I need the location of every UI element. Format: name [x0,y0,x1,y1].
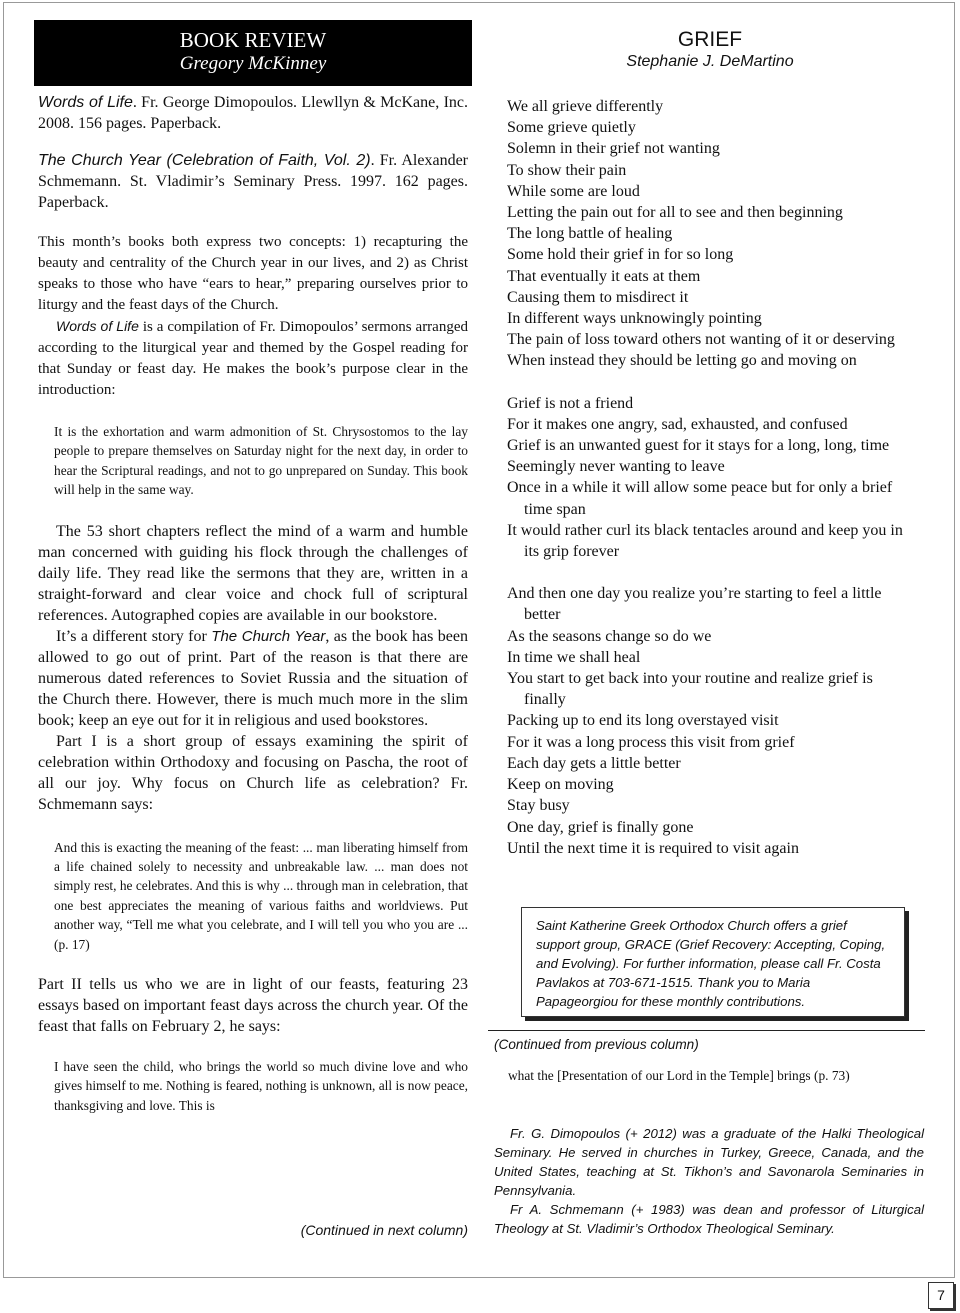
poem-line: Causing them to misdirect it [507,288,689,306]
review-paragraph: Part I is a short group of essays examining the spirit of celebration within Orthodoxy and focusing on Pascha, the root of all our joy. Why focus on Church life as celebration? Fr. Schmemann says: [38,732,468,813]
book-review-column [38,20,468,1115]
poem-line: Once in a while it will allow some peace but for only a brief time span [507,479,893,518]
block-quote: It is the exhortation and warm admonition of St. Chrysostomos to the lay people to prepare themselves on Saturday night for the next day, in order to hear the Scriptural readings, and not to go unprepared on Sunday. This book will help in the same way. [54,424,468,498]
poem-stanza [507,583,917,859]
book-title-words-of-life: Words of Life [38,94,133,111]
poem-stanza [507,393,917,563]
review-paragraph: This month’s books both express two concepts: 1) recapturing the beauty and centrality of the Church year in our lives, and 2) as Christ speaks to those who have “ears to hear,” preparing ourselves prior to liturgy and the feast days of the Church. [38,234,468,313]
poem-line: And then one day you realize you’re starting to feel a little better [507,585,882,624]
poem-line: The long battle of healing [507,225,673,243]
poem-author: Stephanie J. DeMartino [626,53,794,70]
block-quote: And this is exacting the meaning of the feast: ... man liberating himself from a life chained solely to necessity and unbreakable law. ... man does not simply rest, he celebrates. And this is why ... through man in celebration, that one best appreciates the meaning of various faiths and worldviews. Put another way, “Tell me what you celebrate, and I will tell you who you are ... (p. 17) [54,839,468,952]
poem-line: For it was a long process this visit from grief [507,733,795,751]
poem-line: One day, grief is finally gone [507,818,694,836]
review-paragraph: It’s a different story for The Church Year, as the book has been allowed to go out of print. Part of the reason is that there are numerous dated references to Soviet Russia and the situation of the Church there. However, there is much much more in the slim book; keep an eye out for it in religious and used bookstores. [38,627,469,729]
poem-line: In different ways unknowingly pointing [507,310,762,328]
poem-line: Letting the pain out for all to see and then beginning [507,204,843,222]
continued-quote-text: what the [Presentation of our Lord in the Temple] brings (p. 73) [508,1068,850,1083]
review-paragraph: Part II tells us who we are in light of our feasts, featuring 23 essays based on important feast days across the church year. Of the feast that falls on February 2, he says: [38,976,468,1036]
poem-line: When instead they should be letting go and moving on [507,352,857,370]
poem-line: You start to get back into your routine and realize grief is finally [507,670,873,709]
poem-line: Keep on moving [507,776,614,794]
poem-body [507,96,917,859]
poem-line: It would rather curl its black tentacles around and keep you in its grip forever [507,521,903,561]
page-number: 7 [928,1282,954,1309]
book-title-inline: The Church Year [211,627,326,645]
review-paragraph: Words of Life is a compilation of Fr. Dimopoulos’ sermons arranged according to the liturgical year and themed by the Gospel reading for that Sunday or feast day. He makes the book’s purpose clear in the introduction: [38,318,468,398]
poem-line: While some are loud [507,182,640,200]
bio-dimopoulos: Fr. G. Dimopoulos (+ 2012) was a graduate of the Halki Theological Seminary. He served in churches in Turkey, Greece, Canada, and the United States, teaching at St. Tikhon’s and Savonarola Seminaries in Pennsylvania. [494,1126,924,1198]
poem-line: Each day gets a little better [507,754,681,772]
poem-line: To show their pain [507,161,627,179]
block-quote: I have seen the child, who brings the world so much divine love and who gives himself to me. Nothing is feared, nothing is unknown, all is now peace, thanksgiving and love. This is [54,1059,468,1113]
bio-schmemann: Fr A. Schmemann (+ 1983) was dean and professor of Liturgical Theology at St. Vladimir’s Orthodox Theological Seminary. [494,1202,924,1236]
book-title-inline: Words of Life [56,318,139,334]
poem-title: GRIEF [677,28,743,51]
citation-church-year [38,150,468,213]
poem-line: Solemn in their grief not wanting [507,140,720,158]
citation-details: . Fr. Alexander Schmemann. St. Vladimir’s Seminary Press. 1997. 162 pages. Paperback. [38,152,469,211]
poem-line: Grief is not a friend [507,394,634,412]
divider [488,1030,925,1031]
citation-words-of-life [38,92,468,134]
poem-line: Some hold their grief in for so long [507,246,734,264]
continued-next-column: (Continued in next column) [300,1222,468,1238]
poem-line: Stay busy [507,797,570,815]
book-review-header [34,20,472,86]
book-title-church-year: The Church Year (Celebration of Faith, Vol. 2) [38,152,371,169]
poem-line: We all grieve differently [507,98,664,115]
poem-line: Seemingly never wanting to leave [507,458,725,476]
review-paragraph: The 53 short chapters reflect the mind of a warm and humble man concerned with guiding his flock through the challenges of daily life. They read like the sermons that they are, written in a straight-forward and clear voice and chock full of scriptural references. Autographed copies are available in our bookstore. [38,522,468,624]
poem-line: In time we shall heal [507,648,641,666]
poem-line: That eventually it eats at them [507,267,701,285]
citation-details: . Fr. George Dimopoulos. Llewllyn & McKane, Inc. 2008. 156 pages. Paperback. [38,94,468,132]
author-bios [494,1124,924,1238]
book-review-title: BOOK REVIEW [179,28,327,52]
poem-header [490,28,930,72]
poem-stanza [507,96,917,372]
poem-line: Some grieve quietly [507,119,636,137]
book-review-author: Gregory McKinney [179,53,327,74]
continued-from-previous-column: (Continued from previous column) [494,1037,699,1052]
grief-support-notice: Saint Katherine Greek Orthodox Church offers a grief support group, GRACE (Grief Recovery: Accepting, Coping, and Evolving). For further information, please call Fr. Costa Pavlakos at 703-671-1515. Thank you to Maria Papageorgiou for these monthly contributions. [521,907,905,1017]
poem-line: For it makes one angry, sad, exhausted, and confused [507,415,848,433]
poem-line: As the seasons change so do we [507,627,712,645]
poem-line: Grief is an unwanted guest for it stays for a long, long, time [507,437,890,455]
poem-line: The pain of loss toward others not wanting of it or deserving [507,331,895,349]
poem-line: Until the next time it is required to visit again [507,839,799,857]
poem-line: Packing up to end its long overstayed visit [507,712,779,730]
